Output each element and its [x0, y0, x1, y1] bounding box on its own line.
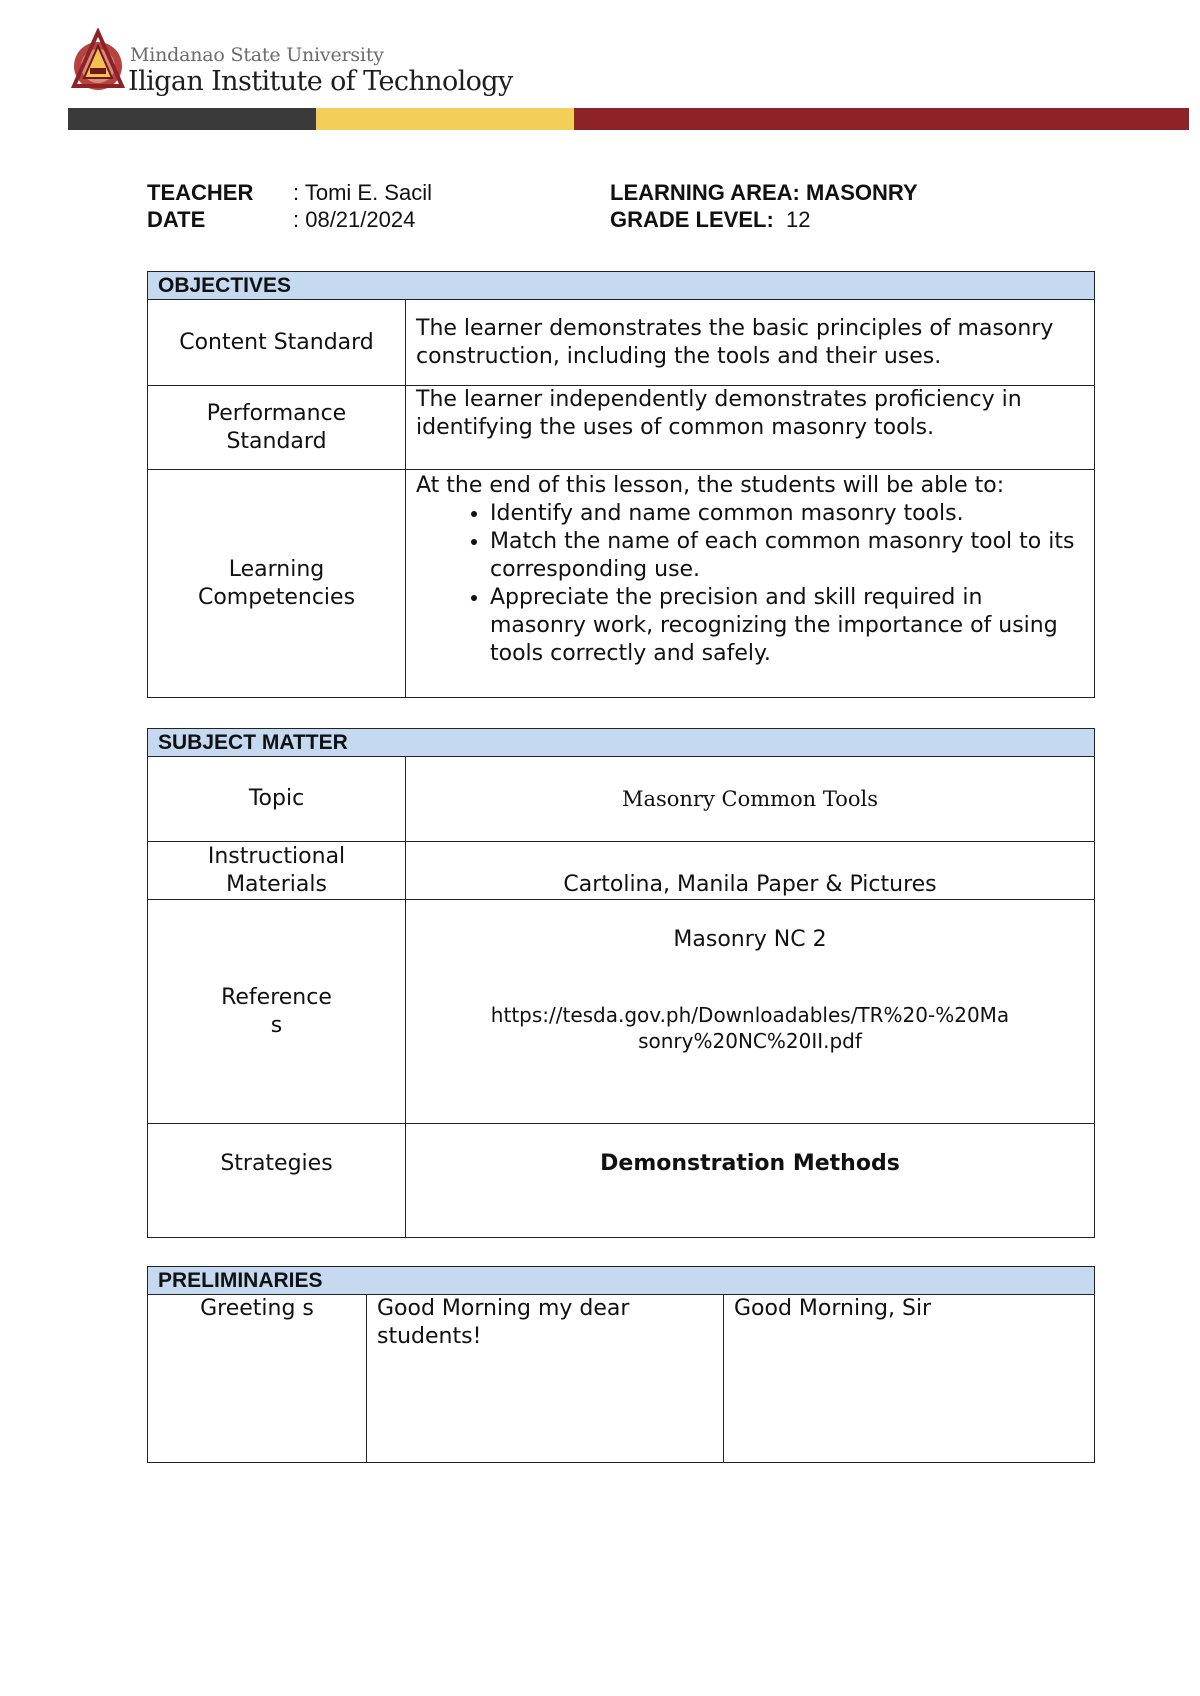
- greetings-label: Greeting s: [148, 1295, 367, 1463]
- strategies-value: Demonstration Methods: [406, 1124, 1095, 1238]
- objectives-heading: OBJECTIVES: [148, 272, 1095, 300]
- letterhead-band-gold: [316, 108, 574, 130]
- learning-area: LEARNING AREA: MASONRY: [610, 180, 918, 205]
- competencies-list: [416, 500, 1084, 668]
- preliminaries-table: [147, 1266, 1095, 1463]
- references-label: Reference s: [148, 900, 406, 1124]
- subject-matter-heading: SUBJECT MATTER: [148, 729, 1095, 757]
- references-title: Masonry NC 2: [673, 927, 827, 952]
- letterhead-band-dark: [68, 108, 316, 130]
- student-greeting: Good Morning, Sir: [724, 1295, 1095, 1463]
- references-link[interactable]: https://tesda.gov.ph/Downloadables/TR%20-%20Masonry%20NC%20II.pdf: [490, 1003, 1010, 1053]
- content-standard-label: Content Standard: [148, 300, 406, 386]
- performance-standard-text: The learner independently demonstrates proficiency in identifying the uses of common masonry tools.: [406, 386, 1095, 470]
- objectives-table: [147, 271, 1095, 698]
- list-item: • Match the name of each common masonry tool to its corresponding use.: [490, 528, 1084, 584]
- instructional-materials-label: Instructional Materials: [148, 842, 406, 900]
- topic-label: Topic: [148, 757, 406, 842]
- competencies-intro: At the end of this lesson, the students will be able to:: [416, 473, 1005, 498]
- strategies-label: Strategies: [148, 1124, 406, 1238]
- learning-competencies-label: Learning Competencies: [148, 470, 406, 698]
- grade-level: GRADE LEVEL: 12: [610, 207, 811, 232]
- institution-logo: [70, 28, 513, 103]
- institute-name: Iligan Institute of Technology: [128, 66, 513, 97]
- performance-standard-label: Performance Standard: [148, 386, 406, 470]
- letterhead-band-maroon: [574, 108, 1189, 130]
- university-name: Mindanao State University: [130, 44, 384, 66]
- learning-competencies-cell: [406, 470, 1095, 698]
- instructional-materials-value: Cartolina, Manila Paper & Pictures: [406, 842, 1095, 900]
- teacher-greeting: Good Morning my dear students!: [367, 1295, 724, 1463]
- teacher-value: : Tomi E. Sacil: [293, 180, 432, 205]
- teacher-label: TEACHER: [147, 180, 254, 205]
- date-label: DATE: [147, 207, 206, 232]
- msu-iit-seal-icon: [70, 28, 128, 96]
- preliminaries-heading: PRELIMINARIES: [148, 1267, 1095, 1295]
- list-item: • Identify and name common masonry tools.: [490, 500, 1084, 528]
- topic-value: Masonry Common Tools: [406, 757, 1095, 842]
- date-value: : 08/21/2024: [293, 207, 416, 232]
- content-standard-text: The learner demonstrates the basic principles of masonry construction, including the tools and their uses.: [406, 300, 1095, 386]
- subject-matter-table: [147, 728, 1095, 1238]
- references-cell: [406, 900, 1095, 1124]
- list-item: • Appreciate the precision and skill required in masonry work, recognizing the importance of using tools correctly and safely.: [490, 584, 1084, 668]
